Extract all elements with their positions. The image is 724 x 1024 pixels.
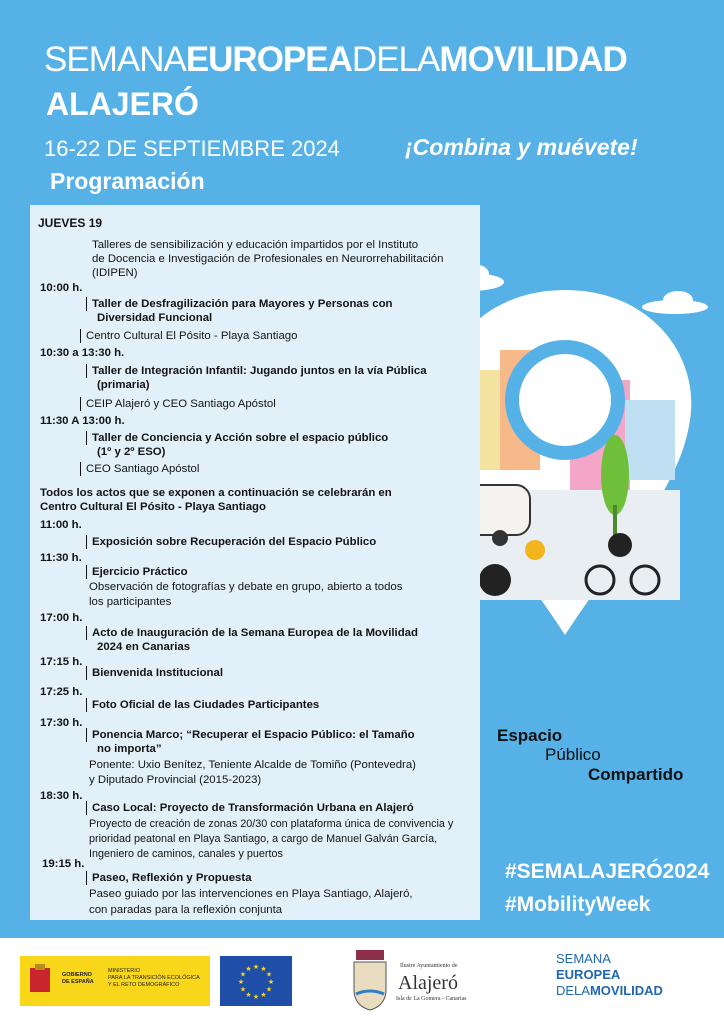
main-title [44,40,627,80]
event-desc: con paradas para la reflexión conjunta [89,904,283,916]
time-label: 11:30 h. [40,552,82,564]
espacio-label: Espacio [497,726,563,745]
eu-star: ★ [239,986,247,994]
hashtag: #MobilityWeek [505,893,651,916]
eu-star: ★ [245,966,252,974]
event-desc: Proyecto de creación de zonas 20/30 con plataforma única de convivencia y [89,818,454,830]
eu-star: ★ [267,979,275,986]
time-label: 11:30 A 13:00 h. [40,415,125,427]
event-title: Caso Local: Proyecto de Transformación Urbana en Alajeró [86,801,414,815]
event-title: Taller de Conciencia y Acción sobre el espacio público [86,431,388,445]
event-desc: los participantes [89,596,172,608]
intro-line: (IDIPEN) [92,267,138,279]
gobierno-logo [20,956,210,1006]
eu-star: ★ [245,991,252,999]
eu-flag [220,956,292,1006]
event-place: Centro Cultural El Pósito - Playa Santiago [80,329,297,343]
footer [0,938,724,1024]
ministry-text: PARA LA TRANSICIÓN ECOLÓGICA [108,975,200,981]
title-part: EUROPEA [185,40,352,79]
hashtag: #SEMALAJERÓ2024 [505,860,710,883]
time-label: 10:00 h. [40,282,83,294]
ministry-text: MINISTERIO [108,968,141,974]
notice: Centro Cultural El Pósito - Playa Santiago [40,501,266,513]
tree [601,435,629,515]
event-title: Paseo, Reflexión y Propuesta [86,871,252,885]
event-title: Taller de Desfragilización para Mayores y Personas con [86,297,393,311]
event-title: Exposición sobre Recuperación del Espacio Público [86,535,376,549]
coat-of-arms-icon [26,962,54,1000]
cyclist [608,533,632,557]
sem-logo-part: MOVILIDAD [589,983,663,998]
town-title: ALAJERÓ [46,86,199,122]
time-label: 17:25 h. [40,686,83,698]
municipal-shield-icon [350,950,390,1012]
sem-logo-text: SEMANA [556,951,611,966]
event-title: Diversidad Funcional [97,312,213,324]
municipality-name: Alajeró [398,972,458,994]
event-title: Foto Oficial de las Ciudades Participantes [86,698,319,712]
eu-star: ★ [237,979,245,986]
gob-text: GOBIERNO [62,972,92,978]
event-desc: Ingeniero de caminos, canales y puertos [89,848,283,860]
title-part: MOVILIDAD [439,40,627,79]
espacio-label: Compartido [588,765,684,784]
event-place: CEIP Alajeró y CEO Santiago Apóstol [80,397,276,411]
eu-star: ★ [239,971,247,979]
ministry-text: Y EL RETO DEMOGRÁFICO [108,982,180,988]
event-dates: 16-22 DE SEPTIEMBRE 2024 [44,136,340,161]
day-heading: JUEVES 19 [38,216,103,230]
gob-text: DE ESPAÑA [62,979,94,985]
sem-logo-text: EUROPEA [556,967,621,982]
event-title: (1º y 2º ESO) [97,446,166,458]
scooter-rider [525,540,545,560]
event-title: Bienvenida Institucional [86,666,223,680]
building [625,400,675,480]
event-desc: Observación de fotografías y debate en grupo, abierto a todos [89,581,403,593]
event-place: CEO Santiago Apóstol [80,462,199,476]
time-label: 17:15 h. [40,656,83,668]
eu-star: ★ [252,994,260,1001]
bus-wheel [492,530,508,546]
time-label: 10:30 a 13:30 h. [40,347,125,359]
sem-logo-text [556,984,663,997]
event-desc: y Diputado Provincial (2015-2023) [89,774,262,786]
event-title: Ejercicio Práctico [86,565,188,579]
pedestrian [479,564,511,596]
event-title: Taller de Integración Infantil: Jugando juntos en la vía Pública [86,364,427,378]
espacio-label: Público [545,745,601,764]
event-title: 2024 en Canarias [97,641,191,653]
event-title: (primaria) [97,379,150,391]
eu-stars-icon [220,956,292,1006]
event-desc: Ponente: Uxio Benítez, Teniente Alcalde de Tomiño (Pontevedra) [89,759,416,771]
eu-star: ★ [252,964,260,971]
title-part: DELA [351,40,440,79]
municipality-caption: Ilustre Ayuntamiento de [400,963,458,969]
eu-star: ★ [260,966,267,974]
slogan: ¡Combina y muévete! [405,134,638,160]
intro-line: Talleres de sensibilización y educación impartidos por el Instituto [92,239,419,251]
tree-trunk [613,505,617,535]
title-part: SEMANA [44,40,186,79]
event-title: no importa” [97,743,162,755]
pin-hole-inner [519,354,611,446]
time-label: 19:15 h. [42,858,85,870]
time-label: 11:00 h. [40,519,82,531]
time-label: 17:00 h. [40,612,83,624]
event-desc: prioridad peatonal en Playa Santiago, a cargo de Manuel Galván García, [89,833,438,845]
time-label: 18:30 h. [40,790,83,802]
eu-star: ★ [260,991,267,999]
event-desc: Paseo guiado por las intervenciones en Playa Santiago, Alajeró, [89,888,413,900]
eu-star: ★ [265,986,273,994]
eu-star: ★ [265,971,273,979]
intro-line: de Docencia e Investigación de Profesionales en Neurorrehabilitación [92,253,444,265]
event-title: Ponencia Marco; “Recuperar el Espacio Público: el Tamaño [86,728,415,742]
notice: Todos los actos que se exponen a continuación se celebrarán en [40,487,392,499]
cloud-icon [640,290,710,315]
event-title: Acto de Inauguración de la Semana Europea de la Movilidad [86,626,418,640]
sem-logo-part: DELA [556,983,590,998]
subtitle: Programación [50,168,205,194]
time-label: 17:30 h. [40,717,83,729]
municipality-caption: Isla de La Gomera - Canarias [396,996,467,1002]
